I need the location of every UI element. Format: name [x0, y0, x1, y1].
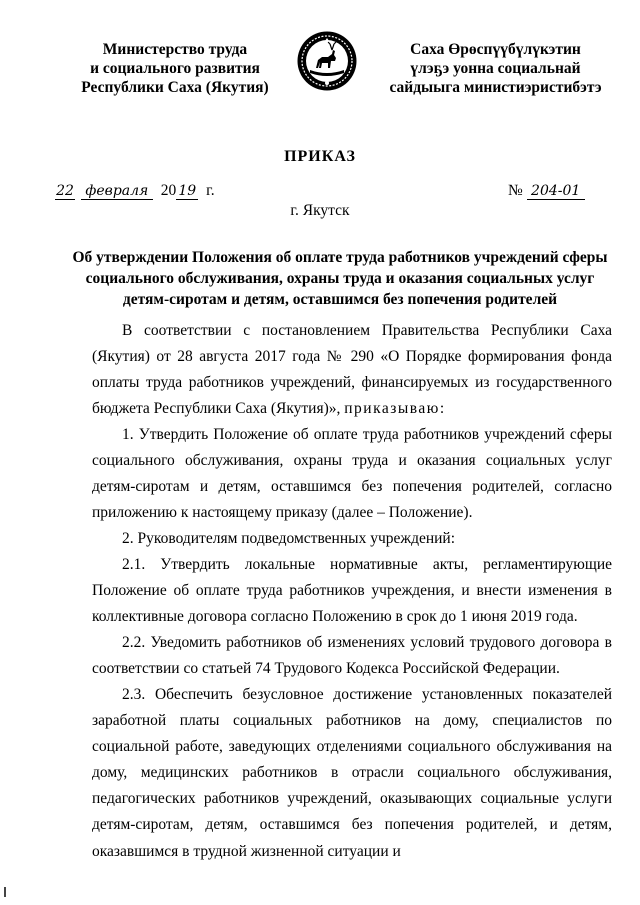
paragraph-preamble	[92, 318, 612, 422]
order-number	[508, 182, 585, 200]
preamble-text: В соответствии с постановлением Правительства Республики Саха (Якутия) от 28 августа 2017 года № 290 «О Порядке формирования фонда оплаты труда работников учреждений, финансируемых из государственного бюджета Республики Саха (Якутия)»,	[92, 322, 612, 418]
header-right-line: Саха Өрөспүүбүлүкэтин	[410, 41, 581, 58]
header-left-line: Министерство труда	[102, 41, 248, 58]
paragraph-1: 1. Утвердить Положение об оплате труда работников учреждений сферы социального обслуживания, охраны труда и оказания социальных услуг детям-сиротам и детям, оставшимся без попечения родителей, согласно приложению к настоящему приказу (далее – Положение).	[92, 426, 612, 522]
coat-of-arms-icon	[296, 30, 358, 92]
date-year-suffix: 19	[176, 183, 198, 200]
paragraph-2-2: 2.2. Уведомить работников об изменениях условий трудового договора в соответствии со статьей 74 Трудового Кодекса Российской Федерации.	[92, 634, 612, 678]
ministry-name-russian	[70, 40, 280, 97]
header-right-line: үлэҕэ уонна социальнай	[410, 60, 581, 77]
header-right-line: сайдыыга министиэристибэтэ	[389, 79, 602, 96]
document-title: ПРИКАЗ	[284, 148, 356, 165]
city: г. Якутск	[290, 202, 350, 219]
date-month: февраля	[81, 183, 153, 200]
header-left-line: и социального развития	[90, 60, 260, 77]
number-label: №	[508, 182, 523, 199]
paragraph-2-3: 2.3. Обеспечить безусловное достижение установленных показателей заработной платы социальных работников на дому, специалистов по социальной работе, заведующих отделениями социального обслуживания на дому, медицинских работников в отрасли социального обслуживания, педагогических работников учреждений, оказывающих социальные услуги детям-сиротам, детям, оставшимся без попечения родителей, и детям, оказавшимся в трудной жизненной ситуации и	[92, 686, 612, 860]
order-date	[55, 182, 215, 200]
preamble-order-word: приказываю:	[344, 400, 446, 418]
date-day: 22	[56, 183, 74, 199]
date-suffix: г.	[206, 182, 215, 199]
header-left-line: Республики Саха (Якутия)	[81, 79, 269, 96]
paragraph-2-1: 2.1. Утвердить локальные нормативные акты, регламентирующие Положение об оплате труда работников учреждения, и внести изменения в коллективные договора согласно Положению в срок до 1 июня 2019 года.	[92, 556, 612, 626]
date-year-prefix: 20	[160, 182, 177, 199]
scan-margin-mark	[4, 887, 6, 897]
number-value: 204-01	[527, 183, 585, 200]
ministry-name-yakut	[378, 40, 613, 97]
order-heading: Об утверждении Положения об оплате труда работников учреждений сферы социального обслуживания, охраны труда и оказания социальных услуг детям-сиротам и детям, оставшимся без попечения родителей	[72, 249, 608, 308]
paragraph-2: 2. Руководителям подведомственных учреждений:	[122, 530, 456, 547]
